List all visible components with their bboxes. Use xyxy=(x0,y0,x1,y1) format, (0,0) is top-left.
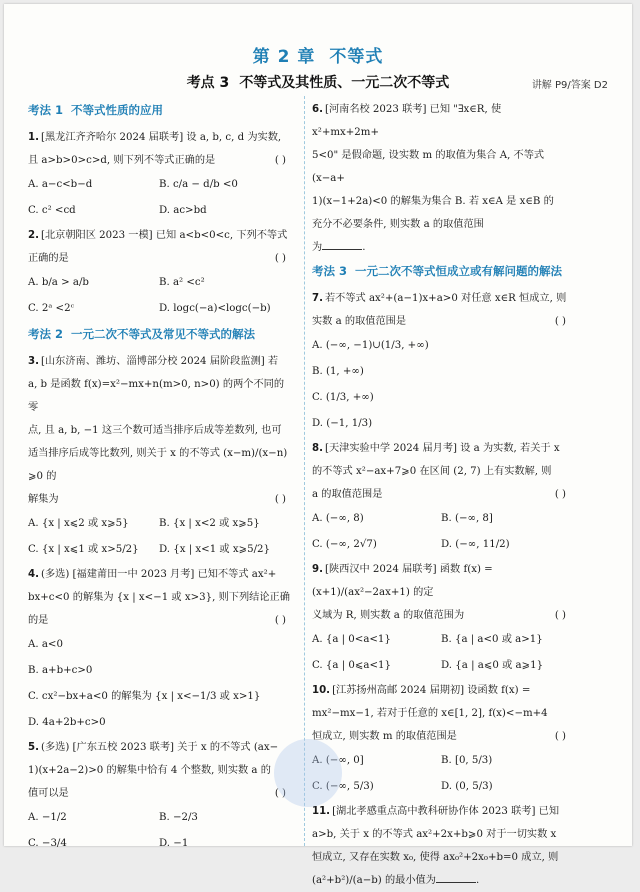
question-2: 2. [北京朝阳区 2023 一模] 已知 a<b<0<c, 下列不等式 正确的是 ( ) A. b/a > a/b B. a² <c² C. 2ᵃ <2ᶜ D. logc(−a)<logc(−b) xyxy=(28,224,290,322)
option-a: A. (−∞, 8) xyxy=(312,513,364,524)
option-a: A. a<0 xyxy=(28,639,63,650)
option-d: D. (−∞, 11/2) xyxy=(441,539,510,550)
question-3: 3. [山东济南、潍坊、淄博部分校 2024 届阶段监测] 若 a, b 是函数 f(x)=x²−mx+n(m>0, n>0) 的两个不同的零 点, 且 a, b, −1 这三个数可适当排序后成等差数列, 也可 适当排序后成等比数列, 则关于 x 的不等式 (x−m)/(x−n) ⩾0 的 解集为 ( ) A. {x | x⩽2 或 x⩾5} B. {x | x<2 或 x⩾5} C. {x | x⩽1 或 x>5/2} D. {x | x<1 或 x⩾5/2} xyxy=(28,350,290,563)
option-c: C. cx²−bx+a<0 的解集为 {x | x<−1/3 或 x>1} xyxy=(28,691,261,702)
option-a: A. a−c<b−d xyxy=(28,179,93,190)
options xyxy=(312,506,570,558)
option-d: D. logc(−a)<logc(−b) xyxy=(159,303,271,314)
answer-paren: ( ) xyxy=(274,253,286,264)
kaodian-label: 考点 3 xyxy=(186,75,230,91)
option-b: B. [0, 5/3) xyxy=(441,755,493,766)
section-heading-2: 考法 2 一元二次不等式及常见不等式的解法 xyxy=(28,327,256,341)
answer-paren: ( ) xyxy=(274,155,286,166)
option-c: C. {x | x⩽1 或 x>5/2} xyxy=(28,544,139,555)
question-5: 5. (多选) [广东五校 2023 联考] 关于 x 的不等式 (ax− 1)(x+2a−2)>0 的解集中恰有 4 个整数, 则实数 a 的 值可以是 ( ) A. −1/2 B. −2/3 C. −3/4 D. −1 xyxy=(28,736,290,857)
chapter-number: 第 2 章 xyxy=(252,47,316,67)
option-d: D. (0, 5/3) xyxy=(441,781,493,792)
option-c: C. (−∞, 5/3) xyxy=(312,781,374,792)
answer-paren: ( ) xyxy=(274,494,286,505)
answer-paren: ( ) xyxy=(274,615,286,626)
options xyxy=(312,627,570,679)
answer-paren: ( ) xyxy=(554,489,566,500)
option-d: D. {x | x<1 或 x⩾5/2} xyxy=(159,544,271,555)
option-d: D. (−1, 1/3) xyxy=(312,418,373,429)
option-d: D. 4a+2b+c>0 xyxy=(28,717,106,728)
options xyxy=(312,748,570,800)
option-a: A. {x | x⩽2 或 x⩾5} xyxy=(28,518,129,529)
options xyxy=(28,172,290,224)
kaodian-title: 不等式及其性质、一元二次不等式 xyxy=(239,75,450,91)
options xyxy=(28,270,290,322)
watermark-seal xyxy=(274,739,342,807)
question-9: 9. [陕西汉中 2024 届联考] 函数 f(x) = (x+1)/(ax²−2ax+1) 的定 义域为 R, 则实数 a 的取值范围为 ( ) A. {a | 0<a<1} B. {a | a<0 或 a>1} C. {a | 0⩽a<1} D. {a | a⩽0 或 a⩾1} xyxy=(312,558,570,679)
chapter-heading xyxy=(4,42,632,67)
option-c: C. c² <cd xyxy=(28,205,76,216)
option-b: B. a² <c² xyxy=(159,277,205,288)
options xyxy=(312,333,570,437)
option-b: B. a+b+c>0 xyxy=(28,665,93,676)
option-c: C. (−∞, 2√7) xyxy=(312,539,377,550)
answer-paren: ( ) xyxy=(554,316,566,327)
section-heading-1: 考法 1 不等式性质的应用 xyxy=(28,103,164,117)
option-d: D. {a | a⩽0 或 a⩾1} xyxy=(441,660,544,671)
option-b: B. {x | x<2 或 x⩾5} xyxy=(159,518,260,529)
answer-paren: ( ) xyxy=(554,731,566,742)
right-column xyxy=(312,98,570,892)
answer-blank xyxy=(322,237,362,250)
answer-paren: ( ) xyxy=(554,610,566,621)
option-c: C. −3/4 xyxy=(28,838,67,849)
question-8: 8. [天津实验中学 2024 届月考] 设 a 为实数, 若关于 x 的不等式 x²−ax+7⩾0 在区间 (2, 7) 上有实数解, 则 a 的取值范围是 ( ) A. (−∞, 8) B. (−∞, 8] C. (−∞, 2√7) D. (−∞, 11/2) xyxy=(312,437,570,558)
question-1: 1. [黑龙江齐齐哈尔 2024 届联考] 设 a, b, c, d 为实数, 且 a>b>0>c>d, 则下列不等式正确的是 ( ) A. a−c<b−d B. c/a − d/b <0 C. c² <cd D. ac>bd xyxy=(28,126,290,224)
option-a: A. (−∞, 0] xyxy=(312,755,364,766)
answer-blank xyxy=(436,870,476,883)
left-column xyxy=(28,98,290,857)
option-b: B. (1, +∞) xyxy=(312,366,364,377)
question-4: 4. (多选) [福建莆田一中 2023 月考] 已知不等式 ax²+ bx+c<0 的解集为 {x | x<−1 或 x>3}, 则下列结论正确 的是 ( ) A. a<0 B. a+b+c>0 C. cx²−bx+a<0 的解集为 {x | x<−1/3 或 x>1} D. 4a+2b+c>0 xyxy=(28,563,290,736)
question-7: 7. 若不等式 ax²+(a−1)x+a>0 对任意 x∈R 恒成立, 则 实数 a 的取值范围是 ( ) A. (−∞, −1)∪(1/3, +∞) B. (1, +∞) C. (1/3, +∞) D. (−1, 1/3) xyxy=(312,287,570,437)
option-b: B. (−∞, 8] xyxy=(441,513,493,524)
options xyxy=(28,632,290,736)
textbook-page xyxy=(4,4,632,886)
option-d: D. ac>bd xyxy=(159,205,207,216)
option-b: B. −2/3 xyxy=(159,812,198,823)
question-6: 6. [河南名校 2023 联考] 已知 "∃x∈R, 使 x²+mx+2m+ 5<0" 是假命题, 设实数 m 的取值为集合 A, 不等式 (x−a+ 1)(x−1+2a)<0 的解集为集合 B. 若 x∈A 是 x∈B 的 充分不必要条件, 则实数 a 的取值范围 为 . xyxy=(312,104,554,253)
option-a: A. {a | 0<a<1} xyxy=(312,634,391,645)
option-a: A. −1/2 xyxy=(28,812,67,823)
options xyxy=(28,511,290,563)
option-b: B. c/a − d/b <0 xyxy=(159,179,238,190)
question-11: 11. [湖北孝感重点高中教科研协作体 2023 联考] 已知 a>b, 关于 x 的不等式 ax²+2x+b⩾0 对于一切实数 x 恒成立, 又存在实数 x₀, 使得 ax₀²+2x₀+b=0 成立, 则 (a²+b²)/(a−b) 的最小值为 . xyxy=(312,806,560,886)
options xyxy=(28,805,290,857)
option-a: A. (−∞, −1)∪(1/3, +∞) xyxy=(312,340,429,351)
page-reference: 讲解 P9/答案 D2 xyxy=(531,80,608,91)
option-c: C. 2ᵃ <2ᶜ xyxy=(28,303,75,314)
option-c: C. (1/3, +∞) xyxy=(312,392,374,403)
option-a: A. b/a > a/b xyxy=(28,277,89,288)
answer-paren: ( ) xyxy=(274,788,286,799)
question-10: 10. [江苏扬州高邮 2024 届期初] 设函数 f(x) = mx²−mx−1, 若对于任意的 x∈[1, 2], f(x)<−m+4 恒成立, 则实数 m 的取值范围是 ( ) A. (−∞, 0] B. [0, 5/3) C. (−∞, 5/3) D. (0, 5/3) xyxy=(312,679,570,800)
column-divider xyxy=(304,96,305,846)
chapter-name: 不等式 xyxy=(329,47,384,67)
section-heading-3: 考法 3 一元二次不等式恒成立或有解问题的解法 xyxy=(312,264,563,278)
option-b: B. {a | a<0 或 a>1} xyxy=(441,634,543,645)
option-d: D. −1 xyxy=(159,838,189,849)
option-c: C. {a | 0⩽a<1} xyxy=(312,660,391,671)
